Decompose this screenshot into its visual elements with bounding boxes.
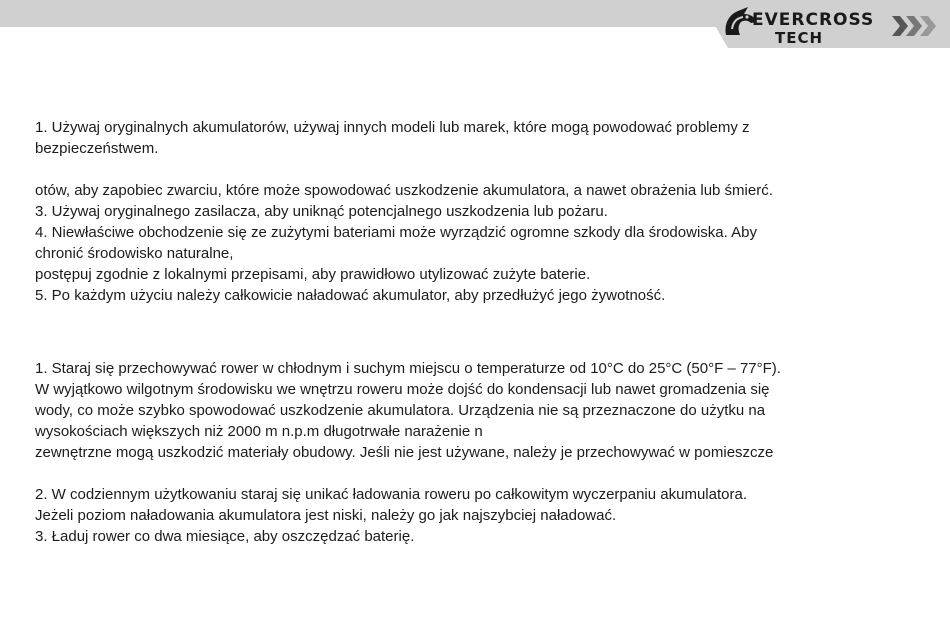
text-line: 3. Używaj oryginalnego zasilacza, aby uniknąć potencjalnego uszkodzenia lub pożaru. bbox=[35, 203, 608, 220]
text-line: zewnętrzne mogą uszkodzić materiały obudowy. Jeśli nie jest używane, należy je przechowywać w pomieszcze bbox=[35, 444, 774, 461]
text-line: wysokościach większych niż 2000 m n.p.m długotrwałe narażenie n bbox=[35, 423, 483, 440]
logo-sub: TECH bbox=[775, 29, 824, 47]
text-line: wody, co może szybko spowodować uszkodzenie akumulatora. Urządzenia nie są przeznaczone do użytku na bbox=[35, 402, 766, 419]
text-line: chronić środowisko naturalne, bbox=[35, 245, 234, 262]
text-line: W wyjątkowo wilgotnym środowisku we wnętrzu roweru może dojść do kondensacji lub nawet gromadzenia się bbox=[35, 381, 770, 398]
text-line: bezpieczeństwem. bbox=[35, 140, 159, 157]
storage-section bbox=[35, 358, 781, 547]
logo-name: EVERCROSS bbox=[752, 10, 875, 30]
text-line: 1. Staraj się przechowywać rower w chłodnym i suchym miejscu o temperaturze od 10°C do 25°C (50°F – 77°F). bbox=[35, 360, 781, 377]
battery-safety-section bbox=[35, 117, 773, 306]
text-line: 4. Niewłaściwe obchodzenie się ze zużytymi bateriami może wyrządzić ogromne szkody dla środowiska. Aby bbox=[35, 224, 757, 241]
paragraph-gap bbox=[35, 463, 781, 484]
paragraph-gap bbox=[35, 159, 773, 180]
text-line: 2. W codziennym użytkowaniu staraj się unikać ładowania roweru po całkowitym wyczerpaniu akumulatora. bbox=[35, 486, 747, 503]
text-line: 5. Po każdym użyciu należy całkowicie naładować akumulator, aby przedłużyć jego żywotność. bbox=[35, 287, 666, 304]
text-line: 1. Używaj oryginalnych akumulatorów, używaj innych modeli lub marek, które mogą powodować problemy z bbox=[35, 119, 750, 136]
text-line: Jeżeli poziom naładowania akumulatora jest niski, należy go jak najszybciej naładować. bbox=[35, 507, 617, 524]
text-line: postępuj zgodnie z lokalnymi przepisami, aby prawidłowo utylizować zużyte baterie. bbox=[35, 266, 591, 283]
triple-chevron-right-icon bbox=[890, 14, 938, 38]
text-line: 3. Ładuj rower co dwa miesiące, aby oszczędzać baterię. bbox=[35, 528, 415, 545]
text-line: otów, aby zapobiec zwarciu, które może spowodować uszkodzenie akumulatora, a nawet obrażenia lub śmierć. bbox=[35, 182, 773, 199]
